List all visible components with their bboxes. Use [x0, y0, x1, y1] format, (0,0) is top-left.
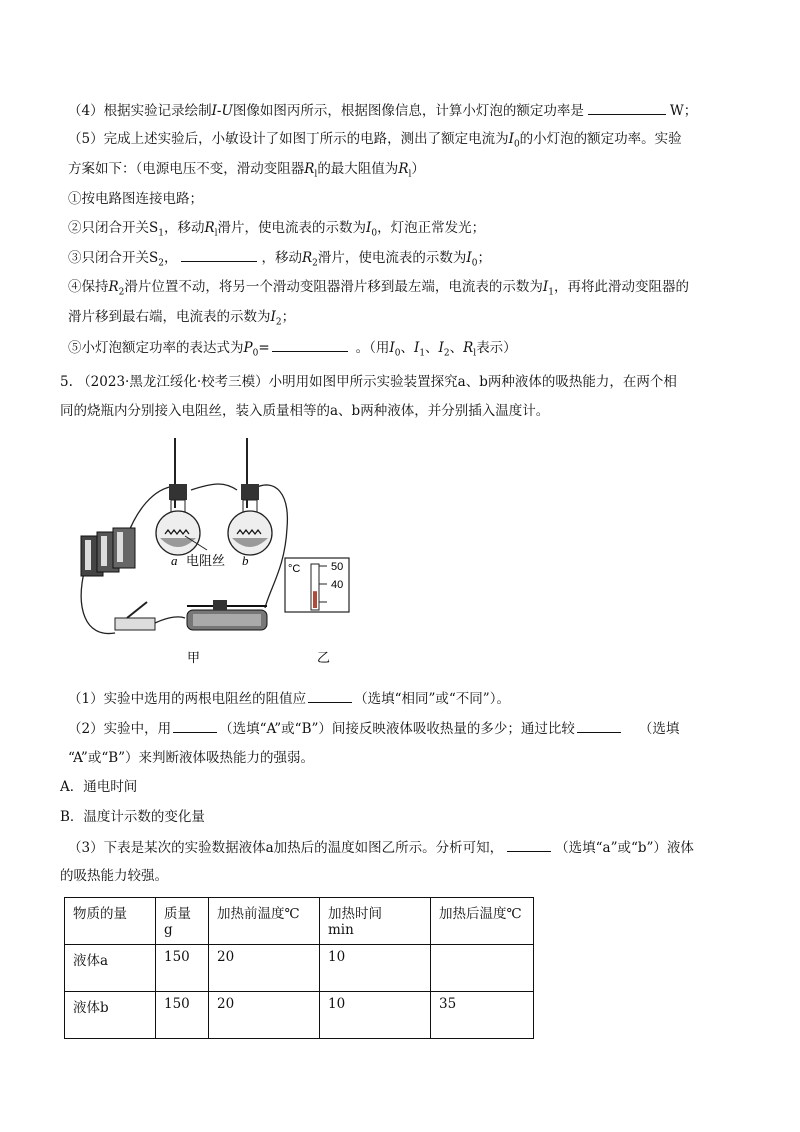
sub1-text: （1）实验中选用的两根电阻丝的阻值应	[68, 691, 307, 707]
i0-sub-2: 0	[371, 228, 378, 239]
table-cell: 液体a	[65, 945, 156, 992]
i2-sub-2: 2	[443, 348, 450, 359]
header-unit: min	[328, 922, 354, 938]
header-text: 质量	[164, 906, 191, 922]
i2-symbol-2: I	[438, 340, 444, 356]
problem-source: （2023·黑龙江绥化·校考三模）	[77, 374, 269, 390]
q4-text-2: 图像如图丙所示，根据图像信息，计算小灯泡的额定功率是	[232, 103, 584, 119]
i2-symbol: I	[270, 309, 276, 325]
i0-symbol-4: I	[389, 340, 395, 356]
table-row	[65, 992, 534, 1039]
q5-line2	[68, 159, 425, 185]
experiment-figure	[75, 438, 375, 670]
equals-sign: =	[258, 340, 270, 356]
r2-sub: 2	[312, 258, 318, 269]
step1-text: ①按电路图连接电路；	[68, 191, 203, 207]
rl-sub-2: l	[408, 169, 412, 180]
step4-text: ④保持	[68, 279, 109, 295]
step3-text-4: 滑片，使电流表的示数为	[317, 250, 467, 266]
thermometer-liquid	[313, 591, 317, 608]
header-text: 物质的量	[73, 906, 127, 922]
table-row	[65, 945, 534, 992]
step3	[68, 247, 491, 274]
answer-blank-step3[interactable]	[181, 247, 257, 262]
step4-text-4: 滑片移到最右端，电流表的示数为	[68, 309, 271, 325]
i0-sub-4: 0	[394, 348, 401, 359]
table-cell[interactable]	[431, 945, 534, 992]
label-resistance-wire: 电阻丝	[186, 554, 226, 569]
step2-text-2: ，移动	[163, 220, 205, 236]
sub2-line2	[68, 748, 314, 768]
i0-symbol-2: I	[366, 220, 372, 236]
step4-text-2: 滑片位置不动，将另一个滑动变阻器滑片移到最左端，电流表的示数为	[124, 279, 543, 295]
table-cell: 液体b	[65, 992, 156, 1039]
header-text: 加热后温度℃	[439, 906, 522, 922]
step3-text-5: ；	[477, 250, 491, 266]
step1	[68, 189, 203, 209]
q5-text-2: 的小灯泡的额定功率。实验	[519, 131, 682, 147]
i1-symbol-2: I	[413, 340, 420, 356]
option-b-text: B．温度计示数的变化量	[60, 809, 205, 825]
header-cell	[209, 898, 320, 945]
option-a	[60, 777, 137, 797]
thermometer-panel	[285, 558, 349, 612]
sub3-text-3: 的吸热能力较强。	[60, 868, 168, 884]
rl-symbol-3: R	[204, 220, 215, 236]
step2-text: ②只闭合开关S	[68, 220, 159, 236]
header-cell	[65, 898, 156, 945]
table-cell: 10	[320, 992, 431, 1039]
table-cell: 150	[156, 992, 209, 1039]
q4-text: （4）根据实验记录绘制	[68, 103, 212, 119]
sub3-line1	[68, 837, 694, 858]
step2-text-3: 滑片，使电流表的示数为	[217, 220, 367, 236]
step4-text-5: ；	[281, 309, 296, 325]
step5-text: ⑤小灯泡额定功率的表达式为	[68, 340, 244, 356]
i0-sub: 0	[513, 139, 520, 150]
step4-text-3: ，再将此滑动变阻器的	[553, 279, 689, 295]
p0-symbol: P	[243, 340, 253, 356]
sub3-text-2: （选填“a”或“b”）液体	[555, 840, 694, 856]
iu-symbol: I-U	[211, 103, 233, 119]
sub1-line	[68, 688, 510, 709]
table-cell: 20	[209, 945, 320, 992]
sub2-text-3: （选填	[638, 721, 680, 737]
q5-text-5: ）	[411, 161, 425, 177]
flask-b	[228, 438, 272, 555]
rl-sub-3: l	[214, 228, 218, 239]
label-b: b	[242, 553, 249, 568]
answer-blank-power[interactable]	[588, 100, 666, 115]
thermo-tick-40: 40	[331, 579, 344, 591]
thermo-unit: °C	[288, 563, 301, 575]
option-a-text: A．通电时间	[60, 779, 138, 795]
q4-unit: W；	[669, 103, 698, 119]
i1-symbol: I	[542, 279, 549, 295]
table-cell: 150	[156, 945, 209, 992]
table-cell: 35	[431, 992, 534, 1039]
i1-sub: 1	[548, 287, 554, 298]
step2	[68, 218, 485, 244]
caption-yi: 乙	[317, 651, 331, 666]
step5-text-2: 。（用	[355, 340, 390, 356]
header-cell	[156, 898, 209, 945]
switch	[115, 602, 155, 630]
i0-symbol-3: I	[466, 250, 472, 266]
r2-symbol: R	[301, 250, 313, 266]
problem5-line2	[60, 401, 549, 421]
s1-sub: 1	[158, 228, 164, 239]
i0-sub-3: 0	[471, 258, 478, 269]
sub2-text: （2）实验中，用	[68, 721, 172, 737]
step4-line2	[68, 307, 295, 333]
rl-symbol-2: R	[398, 161, 409, 177]
caption-jia: 甲	[187, 651, 201, 666]
step5	[68, 337, 517, 364]
r2-sub-2: 2	[118, 287, 125, 298]
problem5-text: 小明用如图甲所示实验装置探究a、b两种液体的吸热能力，在两个相	[268, 374, 677, 390]
sub3-line2	[60, 866, 168, 886]
table-header-row	[65, 898, 534, 945]
sub2-text-4: “A”或“B”）来判断液体吸热能力的强弱。	[68, 750, 315, 766]
wire-bottom-mid	[155, 617, 185, 623]
step5-text-3: 表示）	[476, 340, 517, 356]
rl-symbol: R	[304, 161, 315, 177]
problem5-text-2: 同的烧瓶内分别接入电阻丝，装入质量相等的a、b两种液体，并分别插入温度计。	[60, 403, 550, 419]
step3-text-2: ，	[163, 250, 178, 266]
thermo-tick-50: 50	[331, 561, 344, 573]
label-a: a	[171, 553, 178, 568]
answer-blank-sub2-b[interactable]	[577, 718, 621, 733]
wire-middle	[191, 484, 237, 490]
sub2-text-2: （选填“A”或“B”）间接反映液体吸收热量的多少；通过比较	[219, 721, 575, 737]
p0-sub: 0	[252, 348, 259, 359]
sub1-text-2: （选填“相同”或“不同”）。	[354, 691, 510, 707]
i2-sub: 2	[275, 317, 282, 328]
answer-blank-sub1[interactable]	[308, 688, 352, 703]
table-cell: 20	[209, 992, 320, 1039]
q5-text-4: 的最大阻值为	[317, 161, 399, 177]
q5-text-3: 方案如下：（电源电压不变，滑动变阻器	[68, 161, 305, 177]
table-cell: 10	[320, 945, 431, 992]
battery	[81, 528, 135, 576]
header-text: 加热前温度℃	[217, 906, 300, 922]
sep-1: 、	[400, 340, 414, 356]
s2-sub: 2	[158, 258, 164, 269]
sep-3: 、	[449, 340, 464, 356]
rl-symbol-4: R	[463, 340, 474, 356]
step3-text: ③只闭合开关S	[68, 250, 159, 266]
header-cell	[320, 898, 431, 945]
i0-symbol: I	[508, 131, 514, 147]
answer-blank-sub2-a[interactable]	[173, 718, 217, 733]
option-b	[60, 807, 205, 827]
problem-number: 5.	[60, 374, 73, 390]
q4-line	[68, 100, 697, 121]
answer-blank-sub3[interactable]	[507, 837, 551, 852]
sub3-text: （3）下表是某次的实验数据液体a加热后的温度如图乙所示。分析可知，	[68, 840, 504, 856]
r2-symbol-2: R	[108, 279, 119, 295]
data-table	[64, 897, 534, 1039]
i1-sub-2: 1	[419, 348, 426, 359]
rheostat	[187, 600, 267, 630]
step3-text-3: ，移动	[261, 250, 302, 266]
answer-blank-expression[interactable]	[272, 337, 348, 352]
q5-text: （5）完成上述实验后，小敏设计了如图丁所示的电路，测出了额定电流为	[68, 131, 509, 147]
step4	[68, 277, 689, 303]
q5-line1	[68, 129, 682, 155]
flask-a	[156, 438, 200, 555]
sub2-line1	[68, 718, 679, 739]
wire-bottom-left	[81, 568, 115, 634]
header-text: 加热时间	[328, 906, 382, 922]
rl-sub-4: l	[473, 348, 477, 359]
rl-sub: l	[314, 169, 318, 180]
step2-text-4: ，灯泡正常发光；	[377, 220, 486, 236]
header-unit: g	[164, 922, 173, 938]
header-cell	[431, 898, 534, 945]
problem5-line1	[60, 372, 677, 392]
sep-2: 、	[425, 340, 439, 356]
